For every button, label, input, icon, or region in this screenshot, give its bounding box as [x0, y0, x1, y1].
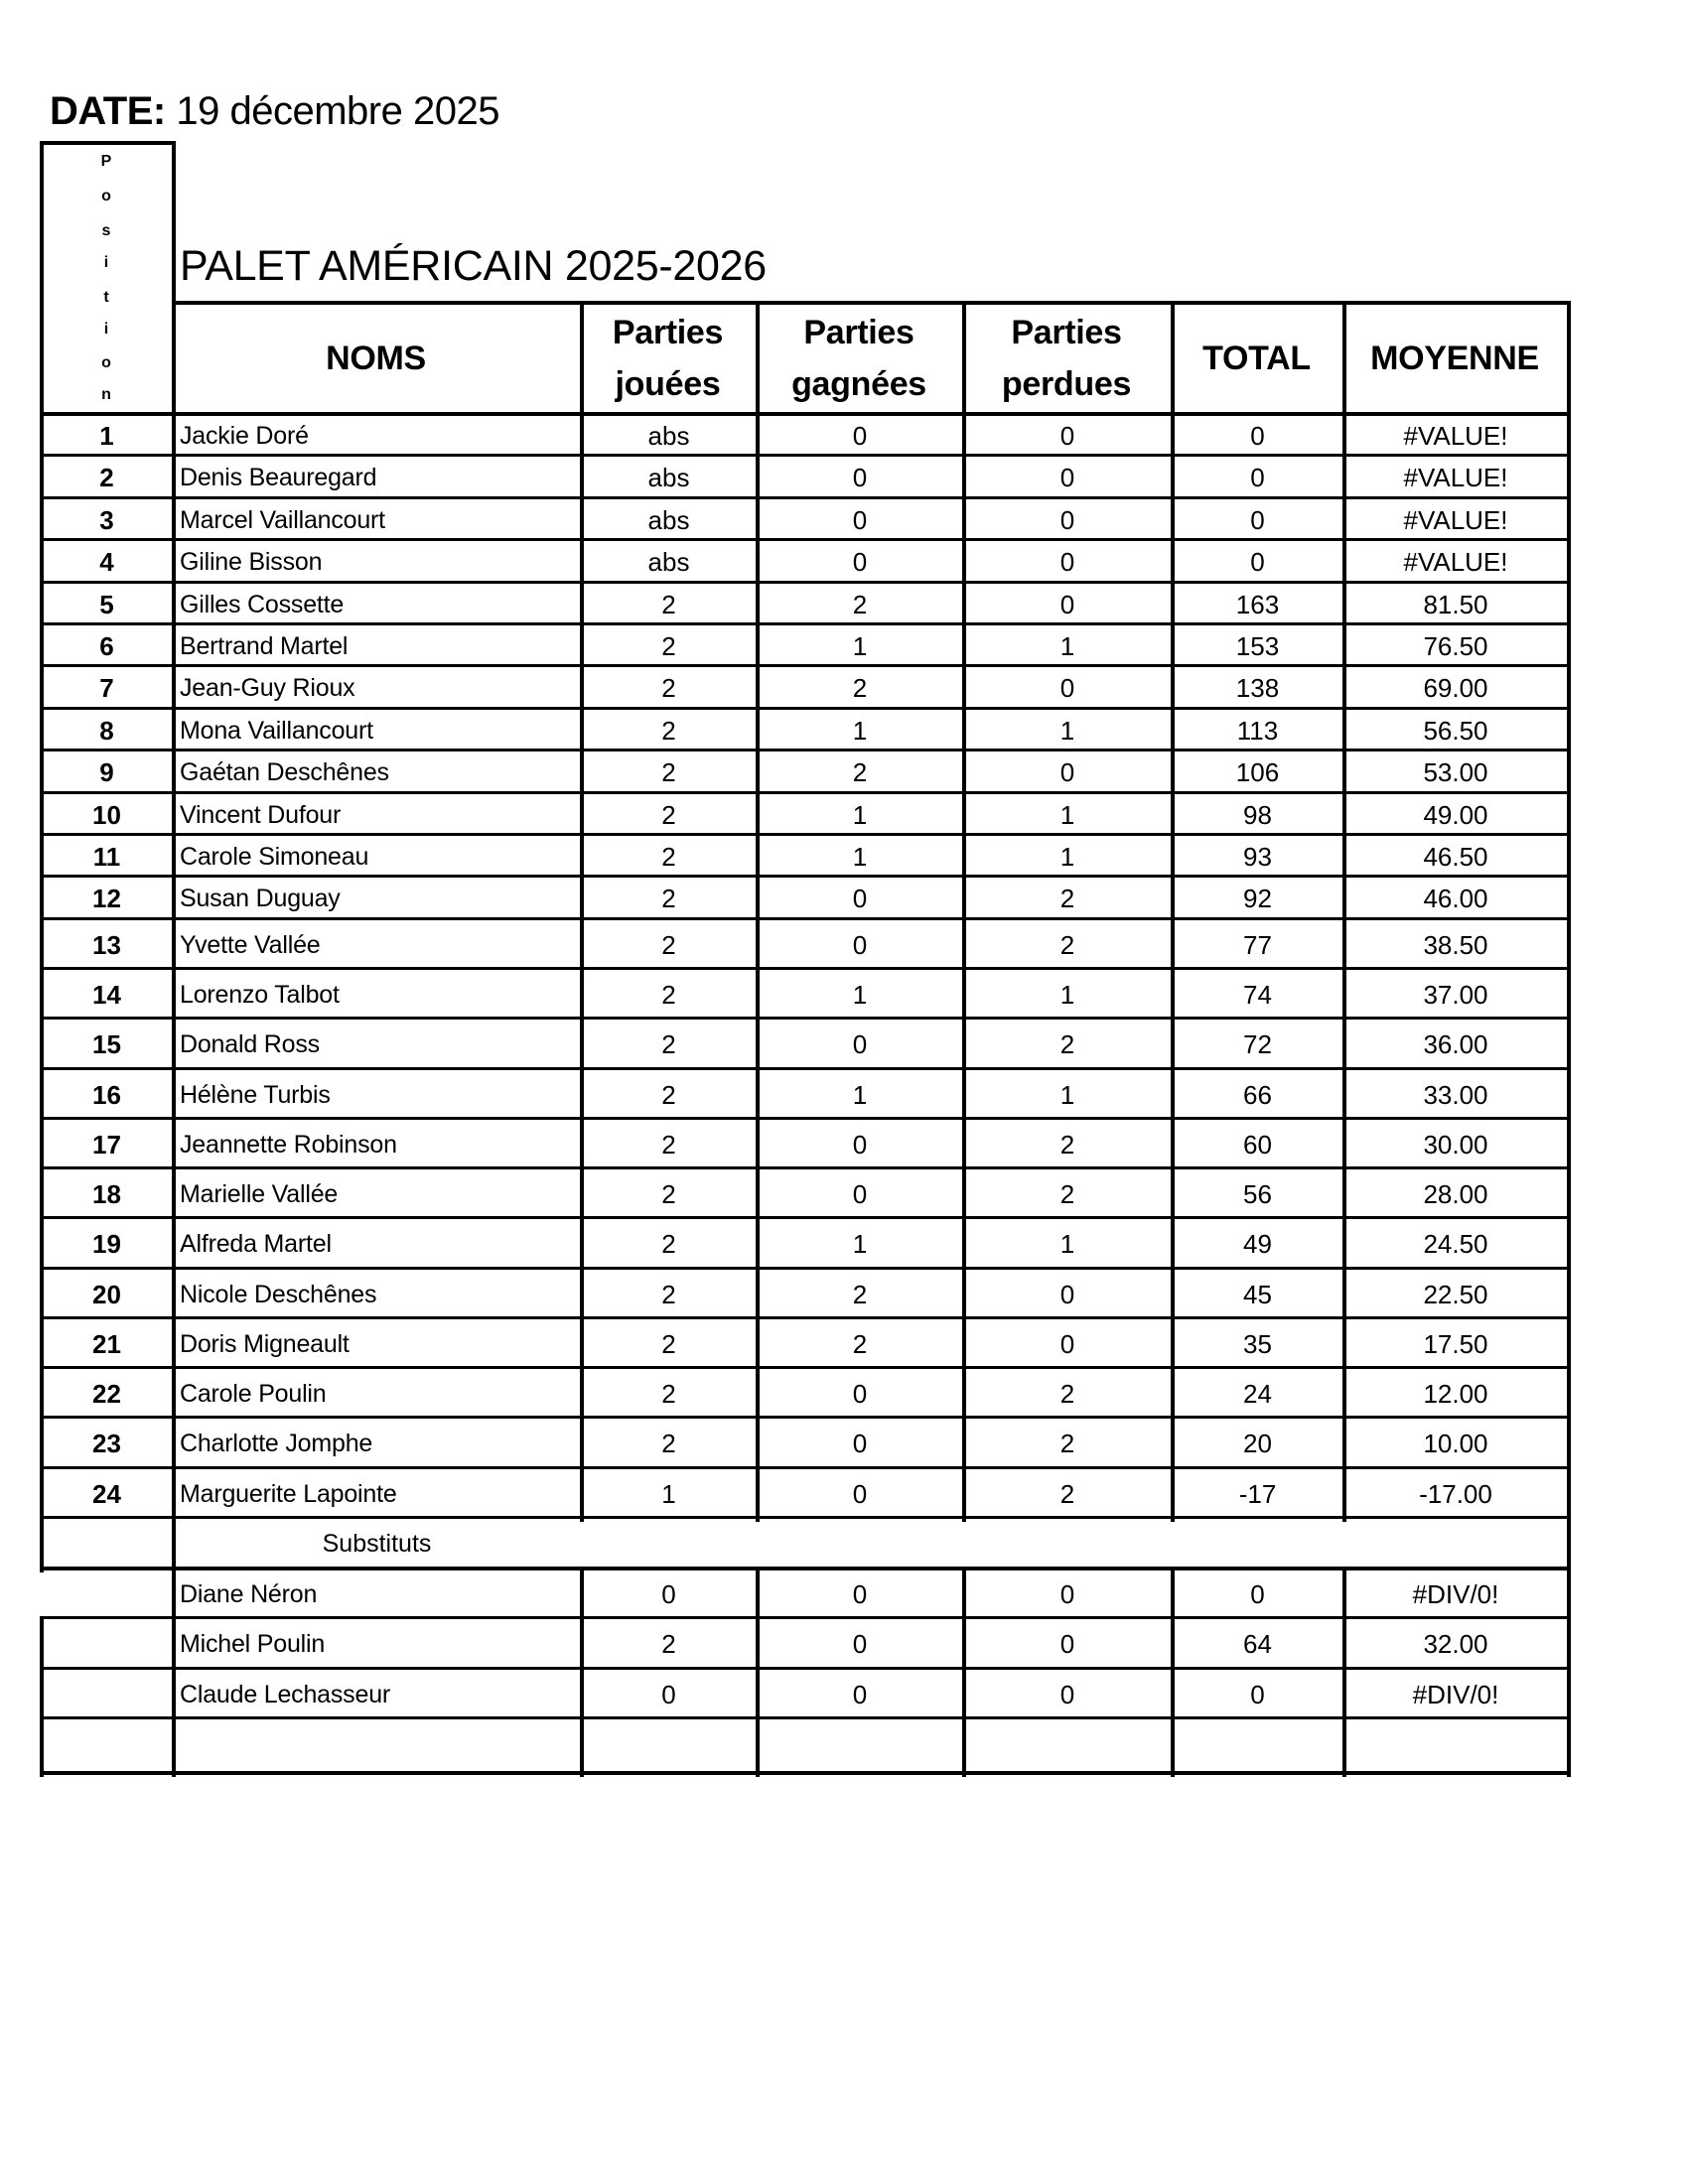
- grid-line: [40, 791, 1570, 794]
- position-header-letter: o: [101, 188, 111, 205]
- moyenne-cell: #DIV/0!: [1412, 1578, 1499, 1609]
- grid-line: [40, 1466, 1570, 1469]
- parties-jouees-cell: abs: [647, 463, 690, 492]
- parties-perdues-cell: 1: [1059, 630, 1075, 661]
- position-header-letter: t: [103, 289, 109, 306]
- parties-jouees-cell: [582, 1720, 756, 1773]
- position-cell: 2: [99, 463, 114, 492]
- player-name-cell: Marcel Vaillancourt: [180, 505, 385, 534]
- position-cell: 3: [99, 504, 114, 535]
- parties-perdues-cell: 0: [1059, 504, 1075, 535]
- position-header: [42, 146, 171, 412]
- moyenne-cell: 37.00: [1423, 979, 1488, 1010]
- moyenne-cell: 12.00: [1423, 1378, 1488, 1409]
- position-cell: 20: [92, 1279, 121, 1309]
- parties-jouees-cell: 2: [661, 841, 676, 872]
- parties-gagnees-cell: 0: [852, 1679, 868, 1709]
- total-cell: 98: [1243, 799, 1272, 830]
- grid-line: [40, 412, 1571, 416]
- position-header-letter: i: [103, 321, 109, 338]
- moyenne-cell: 22.50: [1423, 1279, 1488, 1309]
- moyenne-cell: #VALUE!: [1403, 547, 1508, 577]
- position-cell: 14: [92, 979, 121, 1010]
- total-cell: 45: [1243, 1279, 1272, 1309]
- player-name-cell: Doris Migneault: [180, 1329, 350, 1358]
- grid-line: [40, 1771, 1571, 1775]
- parties-jouees-cell: 2: [661, 757, 676, 787]
- position-cell: 7: [99, 673, 114, 703]
- total-cell: 20: [1243, 1429, 1272, 1458]
- player-name-cell: Lorenzo Talbot: [180, 980, 340, 1009]
- moyenne-cell: #VALUE!: [1403, 504, 1508, 535]
- grid-line: [1171, 1569, 1175, 1777]
- parties-jouees-cell: 2: [661, 929, 676, 960]
- grid-line: [40, 141, 44, 1572]
- total-cell: 74: [1243, 979, 1272, 1010]
- parties-jouees-cell: 2: [661, 1029, 676, 1059]
- parties-gagnees-cell: 2: [852, 673, 868, 703]
- player-name-cell: Donald Ross: [180, 1030, 320, 1058]
- parties-gagnees-cell: 1: [852, 799, 868, 830]
- grid-line: [40, 833, 1570, 836]
- position-cell: 9: [99, 757, 114, 787]
- moyenne-cell: 24.50: [1423, 1229, 1488, 1259]
- total-cell: 0: [1250, 420, 1265, 451]
- position-cell: [42, 1570, 172, 1618]
- position-cell: 18: [92, 1178, 121, 1209]
- moyenne-cell: 56.50: [1423, 715, 1488, 746]
- parties-perdues-cell: 1: [1059, 799, 1075, 830]
- moyenne-cell: 10.00: [1423, 1429, 1488, 1458]
- parties-gagnees-cell: 1: [852, 979, 868, 1010]
- header-parties-perdues: [964, 305, 1169, 412]
- parties-perdues-cell: 0: [1059, 547, 1075, 577]
- parties-gagnees-cell: 0: [852, 1129, 868, 1160]
- position-cell: [42, 1620, 172, 1669]
- parties-jouees-cell: abs: [647, 547, 690, 577]
- player-name-cell: Nicole Deschênes: [180, 1280, 377, 1308]
- total-cell: 56: [1243, 1178, 1272, 1209]
- grid-line: [40, 664, 1570, 667]
- position-cell: 21: [92, 1328, 121, 1359]
- player-name-cell: Bertrand Martel: [180, 631, 349, 660]
- total-cell: 0: [1250, 1679, 1265, 1709]
- player-name-cell: Charlotte Jomphe: [180, 1430, 373, 1457]
- moyenne-cell: #VALUE!: [1403, 463, 1508, 492]
- player-name-cell: Jackie Doré: [180, 421, 309, 450]
- parties-gagnees-cell: 0: [852, 1429, 868, 1458]
- grid-line: [40, 1716, 1570, 1719]
- moyenne-cell: 49.00: [1423, 799, 1488, 830]
- grid-line: [40, 1366, 1570, 1369]
- player-name-cell: Carole Poulin: [180, 1379, 327, 1408]
- total-cell: 93: [1243, 841, 1272, 872]
- parties-jouees-cell: 2: [661, 1629, 676, 1659]
- parties-perdues-cell: 0: [1059, 1629, 1075, 1659]
- total-cell: 113: [1236, 715, 1279, 746]
- grid-line: [40, 1166, 1570, 1169]
- position-cell: 15: [92, 1029, 121, 1059]
- parties-perdues-cell: 0: [1059, 1279, 1075, 1309]
- header-parties-jouees: [582, 305, 754, 412]
- position-cell: 12: [92, 884, 121, 913]
- player-name-cell: Giline Bisson: [180, 548, 323, 576]
- parties-jouees-cell: 2: [661, 589, 676, 619]
- parties-jouees-cell: 2: [661, 1378, 676, 1409]
- player-name-cell: Jean-Guy Rioux: [180, 674, 355, 702]
- grid-line: [40, 1667, 1570, 1670]
- position-header-letter: n: [101, 386, 111, 403]
- parties-perdues-cell: 2: [1059, 1029, 1075, 1059]
- grid-line: [40, 538, 1570, 541]
- parties-jouees-cell: 2: [661, 1079, 676, 1110]
- parties-perdues-cell: 0: [1059, 673, 1075, 703]
- grid-line: [962, 1569, 966, 1777]
- header-noms: [174, 305, 578, 412]
- parties-gagnees-cell: 2: [852, 1328, 868, 1359]
- position-cell: 10: [92, 799, 121, 830]
- grid-line: [40, 622, 1570, 625]
- header-jouees-line2: jouées: [615, 365, 721, 403]
- total-cell: 138: [1235, 673, 1280, 703]
- grid-line: [40, 581, 1570, 584]
- grid-line: [40, 454, 1570, 457]
- parties-gagnees-cell: 0: [852, 1629, 868, 1659]
- parties-jouees-cell: 2: [661, 715, 676, 746]
- grid-line: [962, 301, 966, 1522]
- total-cell: 163: [1235, 589, 1280, 619]
- grid-line: [172, 141, 176, 1777]
- substitutes-label: Substituts: [322, 1530, 432, 1558]
- player-name-cell: Hélène Turbis: [180, 1080, 331, 1109]
- moyenne-cell: 69.00: [1423, 673, 1488, 703]
- moyenne-cell: [1344, 1720, 1567, 1773]
- parties-jouees-cell: 2: [661, 1328, 676, 1359]
- parties-perdues-cell: 2: [1059, 1429, 1075, 1458]
- grid-line: [40, 1567, 1571, 1570]
- parties-gagnees-cell: 0: [852, 1378, 868, 1409]
- parties-jouees-cell: 2: [661, 1178, 676, 1209]
- moyenne-cell: #DIV/0!: [1412, 1679, 1499, 1709]
- parties-gagnees-cell: 0: [852, 547, 868, 577]
- grid-line: [40, 707, 1570, 710]
- player-name-cell: Vincent Dufour: [180, 800, 342, 829]
- grid-line: [40, 875, 1570, 878]
- parties-jouees-cell: abs: [647, 504, 690, 535]
- sheet-title: PALET AMÉRICAIN 2025-2026: [180, 242, 767, 290]
- player-name-cell: Michel Poulin: [180, 1630, 326, 1658]
- parties-jouees-cell: 0: [661, 1578, 676, 1609]
- moyenne-cell: 32.00: [1423, 1629, 1488, 1659]
- parties-gagnees-cell: 0: [852, 884, 868, 913]
- total-cell: 106: [1235, 757, 1280, 787]
- position-cell: 19: [92, 1229, 121, 1259]
- moyenne-cell: #VALUE!: [1403, 420, 1508, 451]
- total-cell: 64: [1243, 1629, 1272, 1659]
- parties-jouees-cell: 2: [661, 1229, 676, 1259]
- player-name-cell: Carole Simoneau: [180, 842, 369, 871]
- total-cell: 49: [1243, 1229, 1272, 1259]
- grid-line: [1171, 301, 1175, 1522]
- parties-perdues-cell: 0: [1059, 1578, 1075, 1609]
- parties-gagnees-cell: [758, 1720, 962, 1773]
- parties-perdues-cell: 1: [1059, 979, 1075, 1010]
- grid-line: [40, 496, 1570, 499]
- moyenne-cell: 33.00: [1423, 1079, 1488, 1110]
- date-label: DATE:: [50, 89, 166, 133]
- parties-perdues-cell: 2: [1059, 929, 1075, 960]
- grid-line: [40, 1616, 1570, 1619]
- header-gagnees-line1: Parties: [803, 314, 914, 351]
- header-perdues-line2: perdues: [1001, 365, 1132, 403]
- grid-line: [40, 1618, 44, 1777]
- position-cell: 8: [99, 715, 114, 746]
- player-name-cell: Marguerite Lapointe: [180, 1479, 397, 1508]
- parties-jouees-cell: 2: [661, 673, 676, 703]
- grid-line: [40, 967, 1570, 970]
- header-perdues-line1: Parties: [1011, 314, 1122, 351]
- position-cell: 17: [92, 1129, 121, 1160]
- parties-perdues-cell: 1: [1059, 841, 1075, 872]
- moyenne-cell: 38.50: [1423, 929, 1488, 960]
- player-name-cell: Susan Duguay: [180, 885, 341, 912]
- parties-perdues-cell: 0: [1059, 1328, 1075, 1359]
- parties-gagnees-cell: 2: [852, 1279, 868, 1309]
- parties-jouees-cell: abs: [647, 420, 690, 451]
- parties-perdues-cell: 0: [1059, 757, 1075, 787]
- total-cell: 0: [1250, 547, 1265, 577]
- parties-perdues-cell: 1: [1059, 1079, 1075, 1110]
- grid-line: [40, 917, 1570, 920]
- total-cell: 0: [1250, 463, 1265, 492]
- total-cell: 77: [1243, 929, 1272, 960]
- grid-line: [40, 1267, 1570, 1270]
- parties-perdues-cell: 0: [1059, 420, 1075, 451]
- grid-line: [756, 301, 760, 1522]
- position-cell: 13: [92, 929, 121, 960]
- player-name-cell: Gilles Cossette: [180, 590, 345, 618]
- position-cell: [42, 1671, 172, 1718]
- header-parties-gagnees: [758, 305, 960, 412]
- parties-gagnees-cell: 1: [852, 1079, 868, 1110]
- grid-line: [172, 301, 1571, 305]
- moyenne-cell: 53.00: [1423, 757, 1488, 787]
- grid-line: [40, 1117, 1570, 1120]
- grid-line: [40, 1516, 1570, 1519]
- grid-line: [756, 1569, 760, 1777]
- parties-perdues-cell: 0: [1059, 463, 1075, 492]
- moyenne-cell: -17.00: [1419, 1478, 1492, 1509]
- total-cell: 35: [1243, 1328, 1272, 1359]
- parties-perdues-cell: 2: [1059, 1178, 1075, 1209]
- header-noms-label: NOMS: [326, 340, 426, 377]
- parties-gagnees-cell: 0: [852, 929, 868, 960]
- total-cell: [1173, 1720, 1342, 1773]
- grid-line: [1567, 301, 1571, 1522]
- parties-jouees-cell: 2: [661, 884, 676, 913]
- position-header-letter: s: [101, 222, 111, 239]
- position-cell: 22: [92, 1378, 121, 1409]
- moyenne-cell: 36.00: [1423, 1029, 1488, 1059]
- grid-line: [40, 1017, 1570, 1020]
- parties-perdues-cell: 2: [1059, 1378, 1075, 1409]
- parties-perdues-cell: 1: [1059, 1229, 1075, 1259]
- position-header-letter: P: [100, 153, 112, 170]
- grid-line: [580, 1569, 584, 1777]
- header-gagnees-line2: gagnées: [791, 365, 926, 403]
- grid-line: [580, 301, 584, 1522]
- parties-gagnees-cell: 0: [852, 1578, 868, 1609]
- total-cell: 24: [1243, 1378, 1272, 1409]
- player-name-cell: Denis Beauregard: [180, 464, 377, 491]
- grid-line: [40, 1067, 1570, 1070]
- position-cell: 24: [92, 1478, 121, 1509]
- player-name-cell: Alfreda Martel: [180, 1230, 332, 1258]
- parties-gagnees-cell: 0: [852, 504, 868, 535]
- parties-perdues-cell: 2: [1059, 1129, 1075, 1160]
- parties-perdues-cell: 2: [1059, 884, 1075, 913]
- parties-jouees-cell: 1: [661, 1478, 676, 1509]
- header-total-label: TOTAL: [1202, 340, 1311, 377]
- parties-gagnees-cell: 1: [852, 630, 868, 661]
- total-cell: 66: [1243, 1079, 1272, 1110]
- position-cell: 4: [99, 547, 114, 577]
- position-cell: 11: [92, 841, 121, 872]
- total-cell: 0: [1250, 504, 1265, 535]
- player-name-cell: Diane Néron: [180, 1579, 318, 1608]
- date-line: [50, 87, 499, 135]
- header-total: [1173, 305, 1340, 412]
- total-cell: 0: [1250, 1578, 1265, 1609]
- player-name-cell: Mona Vaillancourt: [180, 716, 373, 745]
- grid-line: [1342, 301, 1346, 1522]
- parties-jouees-cell: 0: [661, 1679, 676, 1709]
- date-value: 19 décembre 2025: [176, 89, 499, 133]
- grid-line: [40, 1316, 1570, 1319]
- parties-gagnees-cell: 2: [852, 757, 868, 787]
- position-header-letter: o: [101, 354, 111, 371]
- parties-perdues-cell: 0: [1059, 589, 1075, 619]
- parties-gagnees-cell: 0: [852, 1478, 868, 1509]
- total-cell: -17: [1238, 1478, 1277, 1509]
- player-name-cell: Jeannette Robinson: [180, 1130, 397, 1159]
- parties-perdues-cell: 1: [1059, 715, 1075, 746]
- moyenne-cell: 17.50: [1423, 1328, 1488, 1359]
- moyenne-cell: 30.00: [1423, 1129, 1488, 1160]
- parties-perdues-cell: 0: [1059, 1679, 1075, 1709]
- grid-line: [40, 1416, 1570, 1419]
- parties-gagnees-cell: 0: [852, 1178, 868, 1209]
- parties-perdues-cell: 2: [1059, 1478, 1075, 1509]
- parties-jouees-cell: 2: [661, 799, 676, 830]
- grid-line: [1567, 1518, 1571, 1777]
- header-jouees-line1: Parties: [612, 314, 724, 351]
- moyenne-cell: 46.50: [1423, 841, 1488, 872]
- parties-jouees-cell: 2: [661, 979, 676, 1010]
- player-name-cell: [174, 1720, 580, 1773]
- position-cell: 23: [92, 1429, 121, 1458]
- parties-gagnees-cell: 1: [852, 1229, 868, 1259]
- position-cell: 6: [99, 630, 114, 661]
- position-header-letter: i: [103, 254, 109, 271]
- position-cell: 1: [99, 420, 114, 451]
- player-name-cell: Claude Lechasseur: [180, 1680, 391, 1708]
- parties-gagnees-cell: 1: [852, 841, 868, 872]
- player-name-cell: Marielle Vallée: [180, 1179, 339, 1208]
- moyenne-cell: 76.50: [1423, 630, 1488, 661]
- parties-jouees-cell: 2: [661, 1129, 676, 1160]
- position-cell: 5: [99, 589, 114, 619]
- moyenne-cell: 28.00: [1423, 1178, 1488, 1209]
- position-cell: 16: [92, 1079, 121, 1110]
- grid-line: [40, 749, 1570, 751]
- total-cell: 72: [1243, 1029, 1272, 1059]
- total-cell: 60: [1243, 1129, 1272, 1160]
- header-moyenne-label: MOYENNE: [1370, 340, 1539, 377]
- parties-jouees-cell: 2: [661, 630, 676, 661]
- moyenne-cell: 81.50: [1423, 589, 1488, 619]
- total-cell: 153: [1235, 630, 1280, 661]
- parties-gagnees-cell: 1: [852, 715, 868, 746]
- parties-gagnees-cell: 0: [852, 463, 868, 492]
- grid-line: [40, 1216, 1570, 1219]
- position-cell: [42, 1720, 172, 1773]
- moyenne-cell: 46.00: [1423, 884, 1488, 913]
- parties-perdues-cell: [964, 1720, 1171, 1773]
- player-name-cell: Yvette Vallée: [180, 930, 321, 959]
- parties-jouees-cell: 2: [661, 1429, 676, 1458]
- total-cell: 92: [1243, 884, 1272, 913]
- parties-gagnees-cell: 0: [852, 420, 868, 451]
- player-name-cell: Gaétan Deschênes: [180, 758, 389, 786]
- parties-gagnees-cell: 2: [852, 589, 868, 619]
- header-moyenne: [1344, 305, 1565, 412]
- parties-jouees-cell: 2: [661, 1279, 676, 1309]
- grid-line: [1342, 1569, 1346, 1777]
- grid-line: [40, 141, 176, 145]
- parties-gagnees-cell: 0: [852, 1029, 868, 1059]
